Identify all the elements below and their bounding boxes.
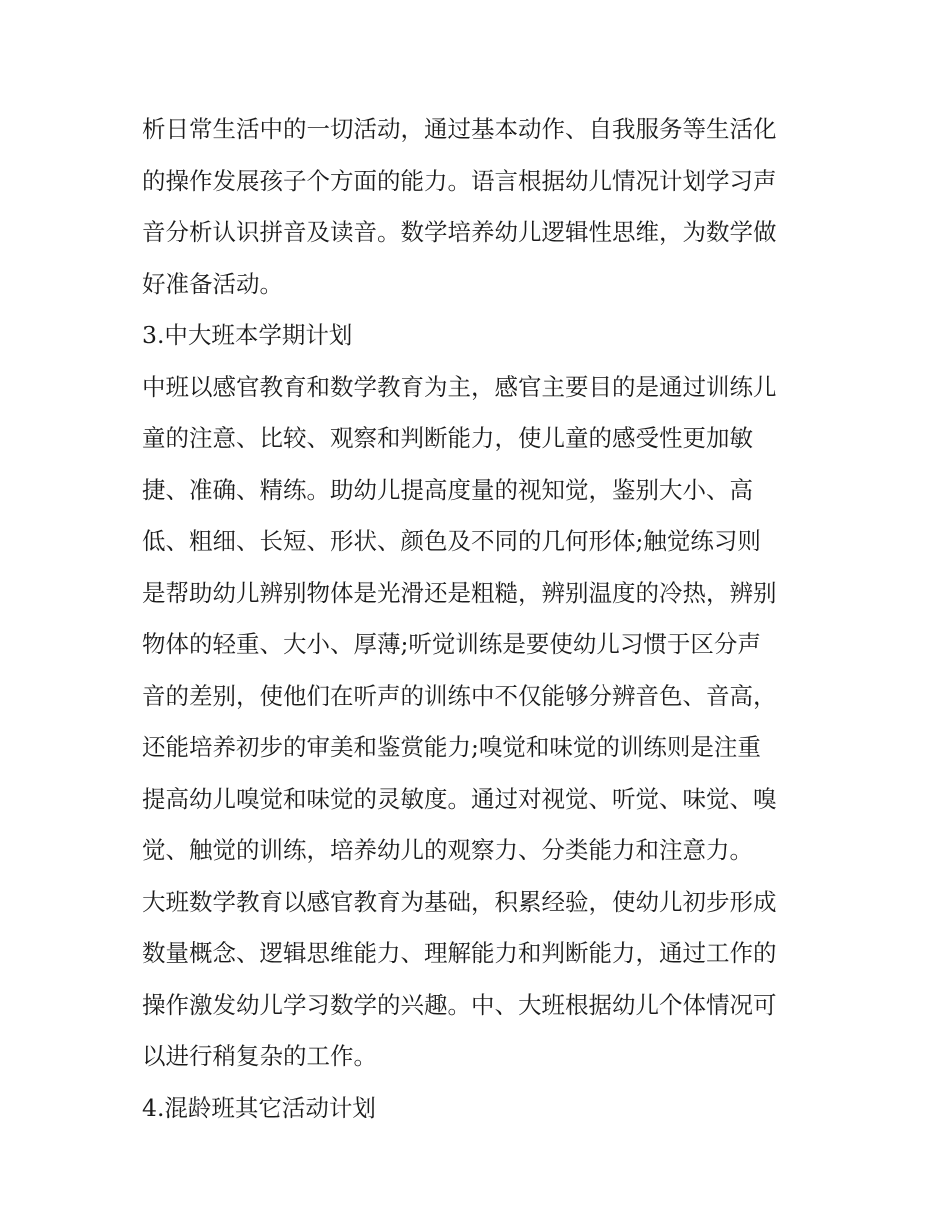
text-line: 还能培养初步的审美和鉴赏能力;嗅觉和味觉的训练则是注重 — [142, 733, 761, 761]
text-line: 童的注意、比较、观察和判断能力，使儿童的感受性更加敏 — [142, 424, 753, 452]
text-line: 音分析认识拼音及读音。数学培养幼儿逻辑性思维，为数学做 — [142, 218, 777, 246]
text-line: 物体的轻重、大小、厚薄;听觉训练是要使幼儿习惯于区分声 — [142, 630, 761, 658]
section-heading: 3.中大班本学期计划 — [142, 321, 353, 349]
text-line: 低、粗细、长短、形状、颜色及不同的几何形体;触觉练习则 — [142, 527, 761, 555]
text-line: 觉、触觉的训练，培养幼儿的观察力、分类能力和注意力。 — [142, 836, 753, 864]
text-line: 以进行稍复杂的工作。 — [142, 1042, 377, 1070]
text-line: 大班数学教育以感官教育为基础，积累经验，使幼儿初步形成 — [142, 887, 777, 916]
text-line: 是帮助幼儿辨别物体是光滑还是粗糙，辨别温度的冷热，辨别 — [142, 578, 777, 607]
text-line: 音的差别，使他们在听声的训练中不仅能够分辨音色、音高， — [142, 681, 777, 710]
text-line: 析日常生活中的一切活动，通过基本动作、自我服务等生活化 — [142, 115, 777, 143]
text-line: 的操作发展孩子个方面的能力。语言根据幼儿情况计划学习声 — [142, 166, 777, 195]
section-heading: 4.混龄班其它活动计划 — [142, 1093, 376, 1122]
text-line: 操作激发幼儿学习数学的兴趣。中、大班根据幼儿个体情况可 — [142, 990, 777, 1019]
text-line: 数量概念、逻辑思维能力、理解能力和判断能力，通过工作的 — [142, 939, 777, 967]
text-line: 提高幼儿嗅觉和味觉的灵敏度。通过对视觉、听觉、味觉、嗅 — [142, 784, 777, 813]
text-line: 中班以感官教育和数学教育为主，感官主要目的是通过训练儿 — [142, 372, 777, 401]
text-line: 好准备活动。 — [142, 269, 283, 298]
document-body — [142, 104, 814, 1134]
text-line: 捷、准确、精练。助幼儿提高度量的视知觉，鉴别大小、高 — [142, 475, 753, 504]
